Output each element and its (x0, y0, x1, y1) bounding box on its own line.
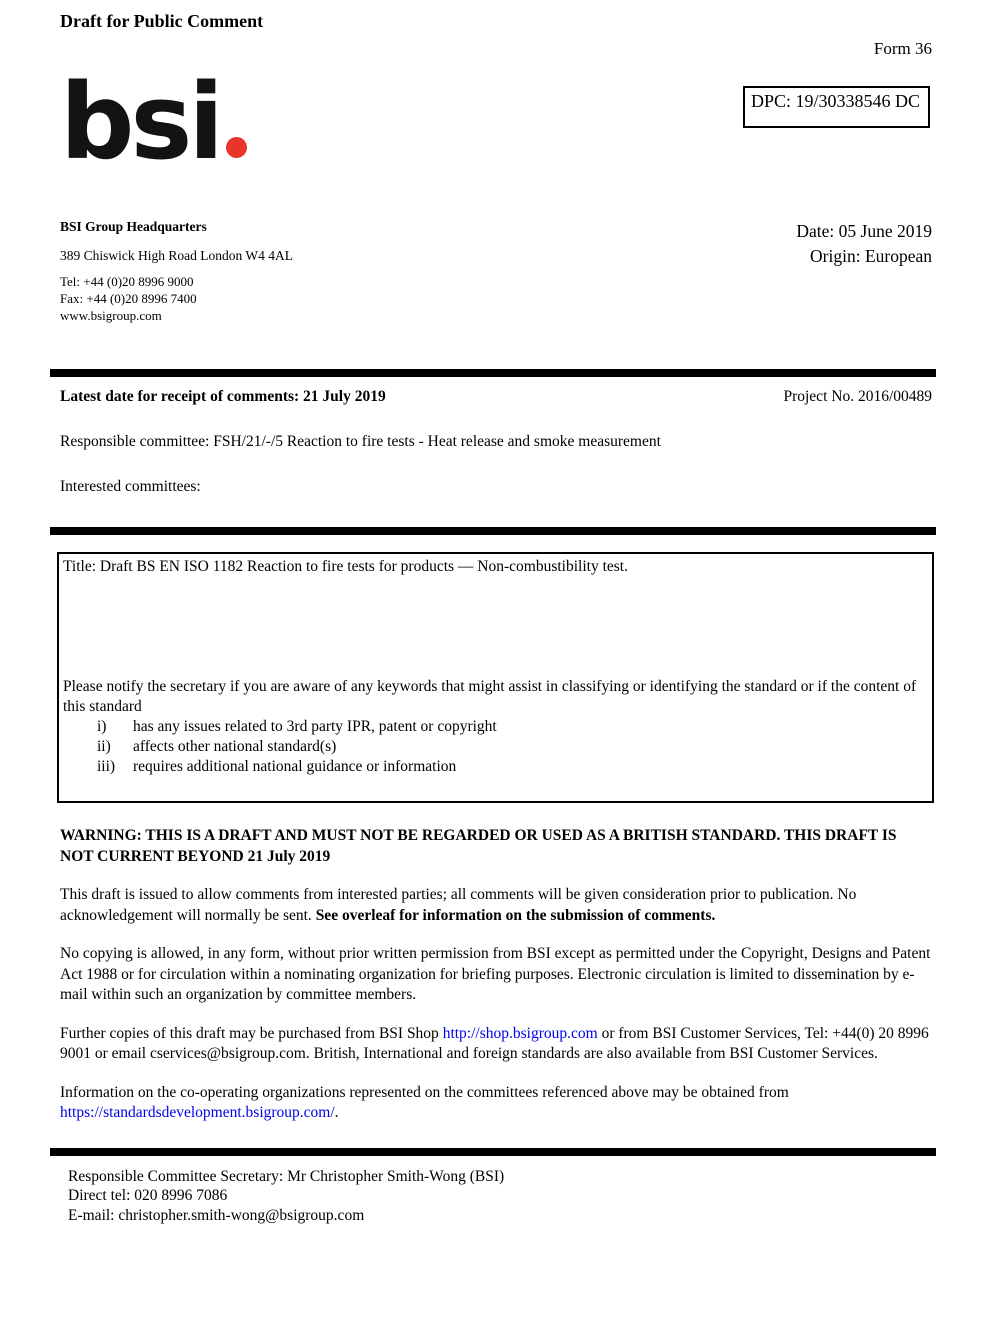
notify-secretary-paragraph: Please notify the secretary if you are aware of any keywords that might assist in classifying or identifying the standard or if the content of this standard (63, 678, 917, 715)
address-date-row (60, 219, 932, 324)
draft-issued-text: This draft is issued to allow comments from interested parties; all comments will be given consideration prior to publication. No acknowledgement will normally be sent. (60, 886, 857, 924)
list-item-marker: ii) (97, 738, 111, 755)
origin-line: Origin: European (810, 246, 932, 266)
bsi-logo-red-dot-icon (226, 137, 247, 158)
date-origin-block (796, 219, 932, 324)
list-item-text: requires additional national guidance or information (133, 758, 457, 775)
draft-for-public-comment-heading: Draft for Public Comment (60, 11, 264, 31)
secretary-email-line: E-mail: christopher.smith-wong@bsigroup.com (68, 1206, 365, 1224)
project-number-label: Project No. 2016/00489 (783, 388, 932, 405)
warning-paragraph: WARNING: THIS IS A DRAFT AND MUST NOT BE REGARDED OR USED AS A BRITISH STANDARD. THIS DRAFT IS NOT CURRENT BEYOND 21 July 2019 (60, 827, 897, 865)
website-line: www.bsigroup.com (60, 308, 162, 323)
bsi-shop-link[interactable]: http://shop.bsigroup.com (442, 1024, 598, 1042)
fax-line: Fax: +44 (0)20 8996 7400 (60, 291, 197, 306)
see-overleaf-bold-text: See overleaf for information on the submission of comments. (315, 906, 716, 924)
comments-deadline-row (60, 388, 932, 406)
secretary-name-line: Responsible Committee Secretary: Mr Christopher Smith-Wong (BSI) (68, 1167, 505, 1185)
list-item (63, 717, 928, 737)
divider-bar-middle (50, 527, 936, 535)
further-copies-text-post: or from BSI Customer Services, Tel: +44(0) 20 8996 9001 or email cservices@bsigroup.com. British, International and foreign standards are also available from BSI Customer Services. (60, 1024, 929, 1062)
secretary-direct-tel-line: Direct tel: 020 8996 7086 (68, 1187, 228, 1204)
title-box (57, 552, 934, 803)
standard-title-line: Title: Draft BS EN ISO 1182 Reaction to fire tests for products — Non-combustibility test. (63, 558, 628, 575)
telephone-line: Tel: +44 (0)20 8996 9000 (60, 274, 194, 289)
form-number-label: Form 36 (873, 39, 932, 58)
secretary-block (68, 1167, 932, 1226)
further-copies-text-pre: Further copies of this draft may be purchased from BSI Shop (60, 1024, 443, 1042)
date-line: Date: 05 June 2019 (796, 221, 932, 241)
list-item (63, 737, 928, 757)
list-item-text: affects other national standard(s) (133, 738, 337, 755)
further-copies-paragraph (60, 1024, 932, 1065)
latest-date-label: Latest date for receipt of comments: 21 July 2019 (60, 388, 386, 405)
responsible-committee-line: Responsible committee: FSH/21/-/5 Reaction to fire tests - Heat release and smoke measurement (60, 433, 661, 450)
draft-issued-paragraph (60, 885, 932, 926)
list-item-marker: i) (97, 718, 107, 735)
cooperating-info-text-post: . (334, 1104, 339, 1121)
list-item (63, 757, 928, 777)
dpc-number-box: DPC: 19/30338546 DC (743, 86, 930, 128)
hq-title: BSI Group Headquarters (60, 219, 207, 234)
no-copying-paragraph: No copying is allowed, in any form, without prior written permission from BSI except as permitted under the Copyright, Designs and Patent Act 1988 or for circulation within a nominating organization for briefing purposes. Electronic circulation is limited to dissemination by e-mail within such an organization by committee members. (60, 945, 931, 1003)
standards-development-link[interactable]: https://standardsdevelopment.bsigroup.com/ (60, 1104, 335, 1121)
street-address: 389 Chiswick High Road London W4 4AL (60, 248, 293, 263)
interested-committees-line: Interested committees: (60, 478, 201, 495)
list-item-marker: iii) (97, 758, 116, 775)
cooperating-info-text-pre: Information on the co-operating organizations represented on the committees referenced above may be obtained from (60, 1083, 789, 1101)
list-item-text: has any issues related to 3rd party IPR, patent or copyright (133, 718, 497, 735)
address-block (60, 219, 293, 324)
divider-bar-top (50, 369, 936, 377)
cooperating-info-paragraph (60, 1083, 932, 1124)
divider-bar-bottom (50, 1148, 936, 1156)
bsi-logo-text: bsi (60, 61, 220, 183)
